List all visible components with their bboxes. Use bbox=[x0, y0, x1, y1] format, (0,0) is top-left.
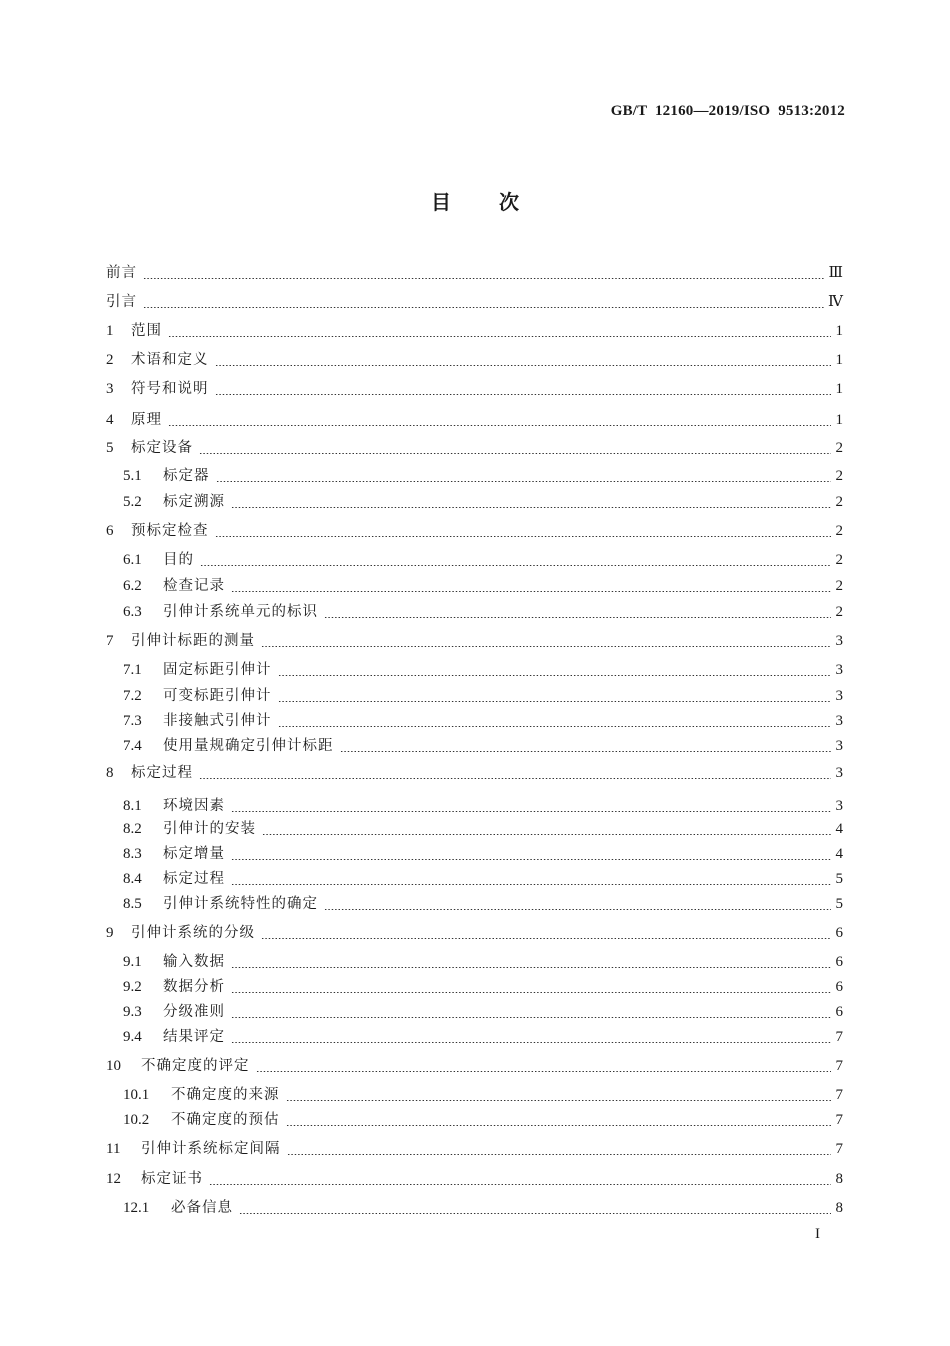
toc-entry-number: 12.1 bbox=[123, 1200, 150, 1216]
toc-entry-page: 7 bbox=[835, 1029, 843, 1045]
toc-entry-label: 非接触式引伸计 bbox=[163, 713, 272, 729]
toc-entry[interactable] bbox=[123, 710, 843, 732]
toc-entry-number: 11 bbox=[106, 1141, 121, 1157]
toc-entry-number: 9 bbox=[106, 925, 114, 941]
dot-leader bbox=[199, 453, 831, 454]
toc-entry-label: 结果评定 bbox=[163, 1029, 225, 1045]
toc-entry-number: 10.1 bbox=[123, 1087, 150, 1103]
toc-entry-number: 7.2 bbox=[123, 688, 142, 704]
dot-leader bbox=[286, 1100, 832, 1101]
toc-entry-number: 3 bbox=[106, 381, 114, 397]
toc-entry-label: 范围 bbox=[131, 323, 162, 339]
toc-entry-page: 2 bbox=[835, 552, 843, 568]
toc-entry-label: 预标定检查 bbox=[131, 523, 209, 539]
toc-entry[interactable] bbox=[106, 262, 843, 284]
toc-entry-number: 12 bbox=[106, 1171, 121, 1187]
toc-entry-page: 1 bbox=[835, 323, 843, 339]
toc-entry-page: 6 bbox=[835, 925, 843, 941]
toc-entry-page: 6 bbox=[835, 954, 843, 970]
toc-entry-number: 4 bbox=[106, 412, 114, 428]
dot-leader bbox=[231, 591, 831, 592]
toc-entry-number: 10.2 bbox=[123, 1112, 150, 1128]
toc-entry-number: 7.1 bbox=[123, 662, 142, 678]
dot-leader bbox=[168, 425, 831, 426]
dot-leader bbox=[143, 307, 824, 308]
dot-leader bbox=[324, 909, 831, 910]
toc-entry-label: 引伸计系统单元的标识 bbox=[163, 604, 318, 620]
toc-entry-label: 符号和说明 bbox=[131, 381, 209, 397]
toc-entry-number: 8.3 bbox=[123, 846, 142, 862]
toc-entry-label: 引伸计系统特性的确定 bbox=[163, 896, 318, 912]
toc-entry-number: 5.2 bbox=[123, 494, 142, 510]
toc-entry-page: 4 bbox=[835, 846, 843, 862]
dot-leader bbox=[261, 646, 831, 647]
toc-entry-label: 标定器 bbox=[163, 468, 210, 484]
toc-entry[interactable] bbox=[106, 630, 843, 652]
toc-entry-number: 8.1 bbox=[123, 798, 142, 814]
dot-leader bbox=[262, 834, 831, 835]
toc-entry-page: 6 bbox=[835, 979, 843, 995]
toc-entry-page: 6 bbox=[835, 1004, 843, 1020]
toc-entry-number: 6 bbox=[106, 523, 114, 539]
toc-entry[interactable] bbox=[106, 520, 843, 542]
toc-entry-label: 固定标距引伸计 bbox=[163, 662, 272, 678]
toc-entry[interactable] bbox=[123, 893, 843, 915]
dot-leader bbox=[200, 565, 831, 566]
toc-entry-label: 检查记录 bbox=[163, 578, 225, 594]
toc-entry-number: 6.2 bbox=[123, 578, 142, 594]
toc-entry[interactable] bbox=[106, 378, 843, 400]
toc-entry-label: 标定证书 bbox=[141, 1171, 203, 1187]
dot-leader bbox=[231, 992, 831, 993]
toc-entry-label: 环境因素 bbox=[163, 798, 225, 814]
toc-entry-label: 前言 bbox=[106, 265, 137, 281]
toc-entry[interactable] bbox=[123, 868, 843, 890]
toc-entry-label: 原理 bbox=[131, 412, 162, 428]
toc-entry[interactable] bbox=[106, 349, 843, 371]
toc-entry-page: Ⅲ bbox=[828, 265, 843, 281]
toc-entry-page: 8 bbox=[835, 1171, 843, 1187]
toc-entry-label: 引伸计的安装 bbox=[163, 821, 256, 837]
toc-entry-page: 2 bbox=[835, 440, 843, 456]
dot-leader bbox=[143, 278, 825, 279]
toc-entry-number: 9.4 bbox=[123, 1029, 142, 1045]
toc-entry-number: 8 bbox=[106, 765, 114, 781]
toc-entry-label: 使用量规确定引伸计标距 bbox=[163, 738, 334, 754]
toc-entry-page: 3 bbox=[835, 633, 843, 649]
dot-leader bbox=[278, 726, 832, 727]
toc-entry[interactable] bbox=[106, 1138, 843, 1160]
toc-entry-page: 3 bbox=[835, 713, 843, 729]
toc-entry-page: 5 bbox=[835, 896, 843, 912]
dot-leader bbox=[287, 1154, 832, 1155]
toc-entry[interactable] bbox=[106, 291, 843, 313]
dot-leader bbox=[215, 365, 832, 366]
dot-leader bbox=[256, 1071, 832, 1072]
toc-entry-page: 2 bbox=[835, 523, 843, 539]
dot-leader bbox=[168, 336, 831, 337]
dot-leader bbox=[340, 751, 832, 752]
toc-entry[interactable] bbox=[106, 320, 843, 342]
toc-entry[interactable] bbox=[123, 575, 843, 597]
toc-entry-number: 2 bbox=[106, 352, 114, 368]
toc-entry-page: 3 bbox=[835, 765, 843, 781]
toc-entry-label: 引言 bbox=[106, 294, 137, 310]
toc-entry-page: 2 bbox=[835, 468, 843, 484]
toc-entry-label: 术语和定义 bbox=[131, 352, 209, 368]
toc-entry[interactable] bbox=[123, 818, 843, 840]
toc-entry[interactable] bbox=[123, 1026, 843, 1048]
toc-entry-label: 不确定度的评定 bbox=[141, 1058, 250, 1074]
toc-entry[interactable] bbox=[123, 735, 843, 757]
toc-entry-number: 9.1 bbox=[123, 954, 142, 970]
toc-entry-label: 不确定度的来源 bbox=[171, 1087, 280, 1103]
toc-entry[interactable] bbox=[106, 437, 843, 459]
toc-entry-number: 10 bbox=[106, 1058, 121, 1074]
toc-entry-label: 不确定度的预估 bbox=[171, 1112, 280, 1128]
dot-leader bbox=[239, 1213, 831, 1214]
toc-entry-number: 9.3 bbox=[123, 1004, 142, 1020]
toc-entry[interactable] bbox=[123, 465, 843, 487]
toc-entry-page: 1 bbox=[835, 352, 843, 368]
toc-entry-number: 7.3 bbox=[123, 713, 142, 729]
dot-leader bbox=[231, 1042, 831, 1043]
page-title: 目次 bbox=[431, 190, 567, 214]
dot-leader bbox=[215, 394, 832, 395]
toc-entry-page: 4 bbox=[835, 821, 843, 837]
toc-entry-page: 2 bbox=[835, 578, 843, 594]
page-number: I bbox=[815, 1226, 820, 1242]
dot-leader bbox=[215, 536, 832, 537]
toc-entry-number: 9.2 bbox=[123, 979, 142, 995]
toc-entry[interactable] bbox=[123, 1109, 843, 1131]
toc-entry-number: 5.1 bbox=[123, 468, 142, 484]
toc-entry[interactable] bbox=[123, 1084, 843, 1106]
toc-entry-label: 标定溯源 bbox=[163, 494, 225, 510]
toc-entry-page: 2 bbox=[835, 604, 843, 620]
dot-leader bbox=[261, 938, 831, 939]
toc-entry[interactable] bbox=[123, 601, 843, 623]
toc-entry-page: 8 bbox=[835, 1200, 843, 1216]
dot-leader bbox=[209, 1184, 831, 1185]
toc-entry-page: 7 bbox=[835, 1087, 843, 1103]
toc-entry[interactable] bbox=[106, 1055, 843, 1077]
toc-entry[interactable] bbox=[123, 549, 843, 571]
dot-leader bbox=[216, 481, 832, 482]
toc-entry-label: 必备信息 bbox=[171, 1200, 233, 1216]
dot-leader bbox=[231, 859, 831, 860]
toc-entry-label: 标定设备 bbox=[131, 440, 193, 456]
standard-number: GB/T 12160—2019/ISO 9513:2012 bbox=[610, 103, 845, 119]
toc-entry-label: 数据分析 bbox=[163, 979, 225, 995]
toc-entry-number: 8.2 bbox=[123, 821, 142, 837]
toc-entry[interactable] bbox=[106, 1168, 843, 1190]
dot-leader bbox=[278, 675, 832, 676]
toc-entry-number: 7 bbox=[106, 633, 114, 649]
toc-entry[interactable] bbox=[106, 409, 843, 431]
toc-entry-page: Ⅳ bbox=[828, 294, 843, 310]
toc-entry-number: 6.3 bbox=[123, 604, 142, 620]
toc-entry[interactable] bbox=[123, 1001, 843, 1023]
toc-entry-label: 引伸计标距的测量 bbox=[131, 633, 255, 649]
toc-entry-number: 8.5 bbox=[123, 896, 142, 912]
toc-entry-page: 1 bbox=[835, 381, 843, 397]
toc-entry-page: 7 bbox=[835, 1141, 843, 1157]
toc-entry[interactable] bbox=[123, 843, 843, 865]
toc-entry-label: 标定过程 bbox=[163, 871, 225, 887]
toc-entry[interactable] bbox=[106, 762, 843, 784]
toc-entry-label: 分级准则 bbox=[163, 1004, 225, 1020]
toc-entry[interactable] bbox=[123, 491, 843, 513]
toc-entry-label: 标定过程 bbox=[131, 765, 193, 781]
toc-entry-label: 引伸计系统标定间隔 bbox=[141, 1141, 281, 1157]
toc-entry-label: 可变标距引伸计 bbox=[163, 688, 272, 704]
toc-entry-number: 7.4 bbox=[123, 738, 142, 754]
toc-entry-page: 7 bbox=[835, 1058, 843, 1074]
toc-entry-number: 8.4 bbox=[123, 871, 142, 887]
toc-entry-label: 标定增量 bbox=[163, 846, 225, 862]
dot-leader bbox=[231, 507, 831, 508]
toc-entry-page: 3 bbox=[835, 662, 843, 678]
toc-entry-page: 7 bbox=[835, 1112, 843, 1128]
toc-entry[interactable] bbox=[123, 976, 843, 998]
toc-entry[interactable] bbox=[123, 795, 843, 817]
toc-entry-label: 引伸计系统的分级 bbox=[131, 925, 255, 941]
toc-entry[interactable] bbox=[123, 1197, 843, 1219]
toc-entry-label: 目的 bbox=[163, 552, 194, 568]
toc-entry-page: 1 bbox=[835, 412, 843, 428]
toc-entry-page: 3 bbox=[835, 798, 843, 814]
toc-entry[interactable] bbox=[123, 951, 843, 973]
dot-leader bbox=[231, 811, 831, 812]
toc-entry-label: 输入数据 bbox=[163, 954, 225, 970]
toc-entry-number: 1 bbox=[106, 323, 114, 339]
dot-leader bbox=[278, 701, 832, 702]
toc-entry[interactable] bbox=[106, 922, 843, 944]
dot-leader bbox=[199, 778, 831, 779]
dot-leader bbox=[231, 1017, 831, 1018]
toc-entry[interactable] bbox=[123, 685, 843, 707]
dot-leader bbox=[324, 617, 831, 618]
toc-entry-number: 5 bbox=[106, 440, 114, 456]
toc-entry[interactable] bbox=[123, 659, 843, 681]
toc-entry-page: 3 bbox=[835, 688, 843, 704]
toc-entry-page: 2 bbox=[835, 494, 843, 510]
dot-leader bbox=[231, 884, 831, 885]
toc-entry-number: 6.1 bbox=[123, 552, 142, 568]
toc-entry-page: 5 bbox=[835, 871, 843, 887]
toc-entry-page: 3 bbox=[835, 738, 843, 754]
dot-leader bbox=[286, 1125, 832, 1126]
dot-leader bbox=[231, 967, 831, 968]
